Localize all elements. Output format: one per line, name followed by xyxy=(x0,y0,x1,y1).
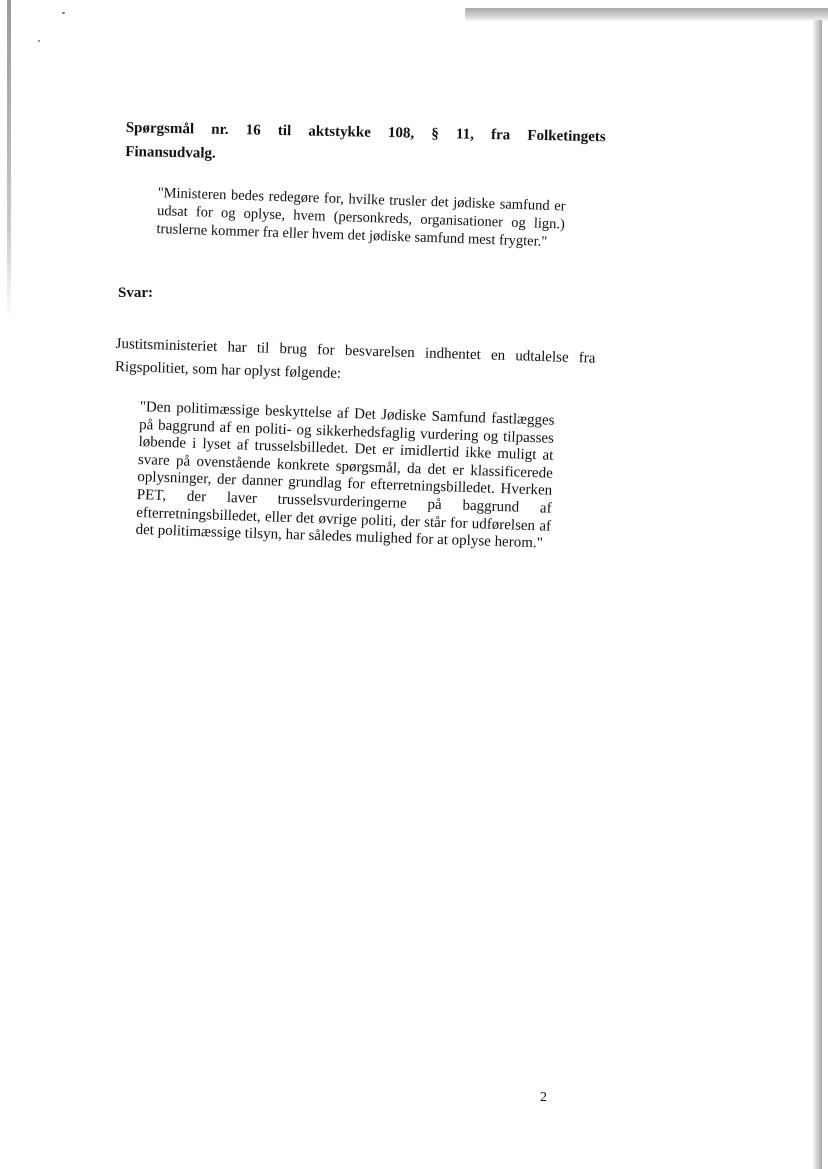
answer-heading: Svar: xyxy=(118,285,153,301)
scan-edge-right xyxy=(812,20,822,1169)
scan-edge-left xyxy=(7,0,11,320)
question-quote: "Ministeren bedes redegøre for, hvilke trusler det jødiske samfund er udsat for og oplyse, hvem (personkreds, organisationer og lign.) truslerne kommer fra eller hvem det jødiske samfund mest frygter." xyxy=(156,184,566,250)
scan-speck xyxy=(38,40,40,42)
question-heading-line2: Finansudvalg. xyxy=(125,143,216,162)
answer-intro: Justitsministeriet har til brug for besvarelsen indhentet en udtalelse fra Rigspolitiet, som har oplyst følgende: xyxy=(114,335,596,382)
scan-edge-top xyxy=(465,8,828,22)
question-heading-line1: Spørgsmål nr. 16 til aktstykke 108, § 11, fra Folketingets xyxy=(125,119,606,146)
page-number: 2 xyxy=(540,1090,547,1105)
police-statement-quote: "Den politimæssige beskyttelse af Det Jødiske Samfund fastlægges på baggrund af en politi- og sikkerhedsfaglig vurdering og tilpasses løbende i lyset af trusselsbilledet. Det er imidlertid ikke muligt at svare på ovenstående konkrete spørgsmål, da det er klassificerede oplysninger, der danner grundlag for efterretningsbilledet. Hverken PET, der laver trusselsvurderingerne på baggrund af efterretningsbilledet, eller det øvrige politi, der står for udførelsen af det politimæssige tilsyn, har således mulighed for at oplyse herom." xyxy=(135,399,555,552)
scan-speck xyxy=(62,12,65,14)
question-heading xyxy=(125,116,606,173)
